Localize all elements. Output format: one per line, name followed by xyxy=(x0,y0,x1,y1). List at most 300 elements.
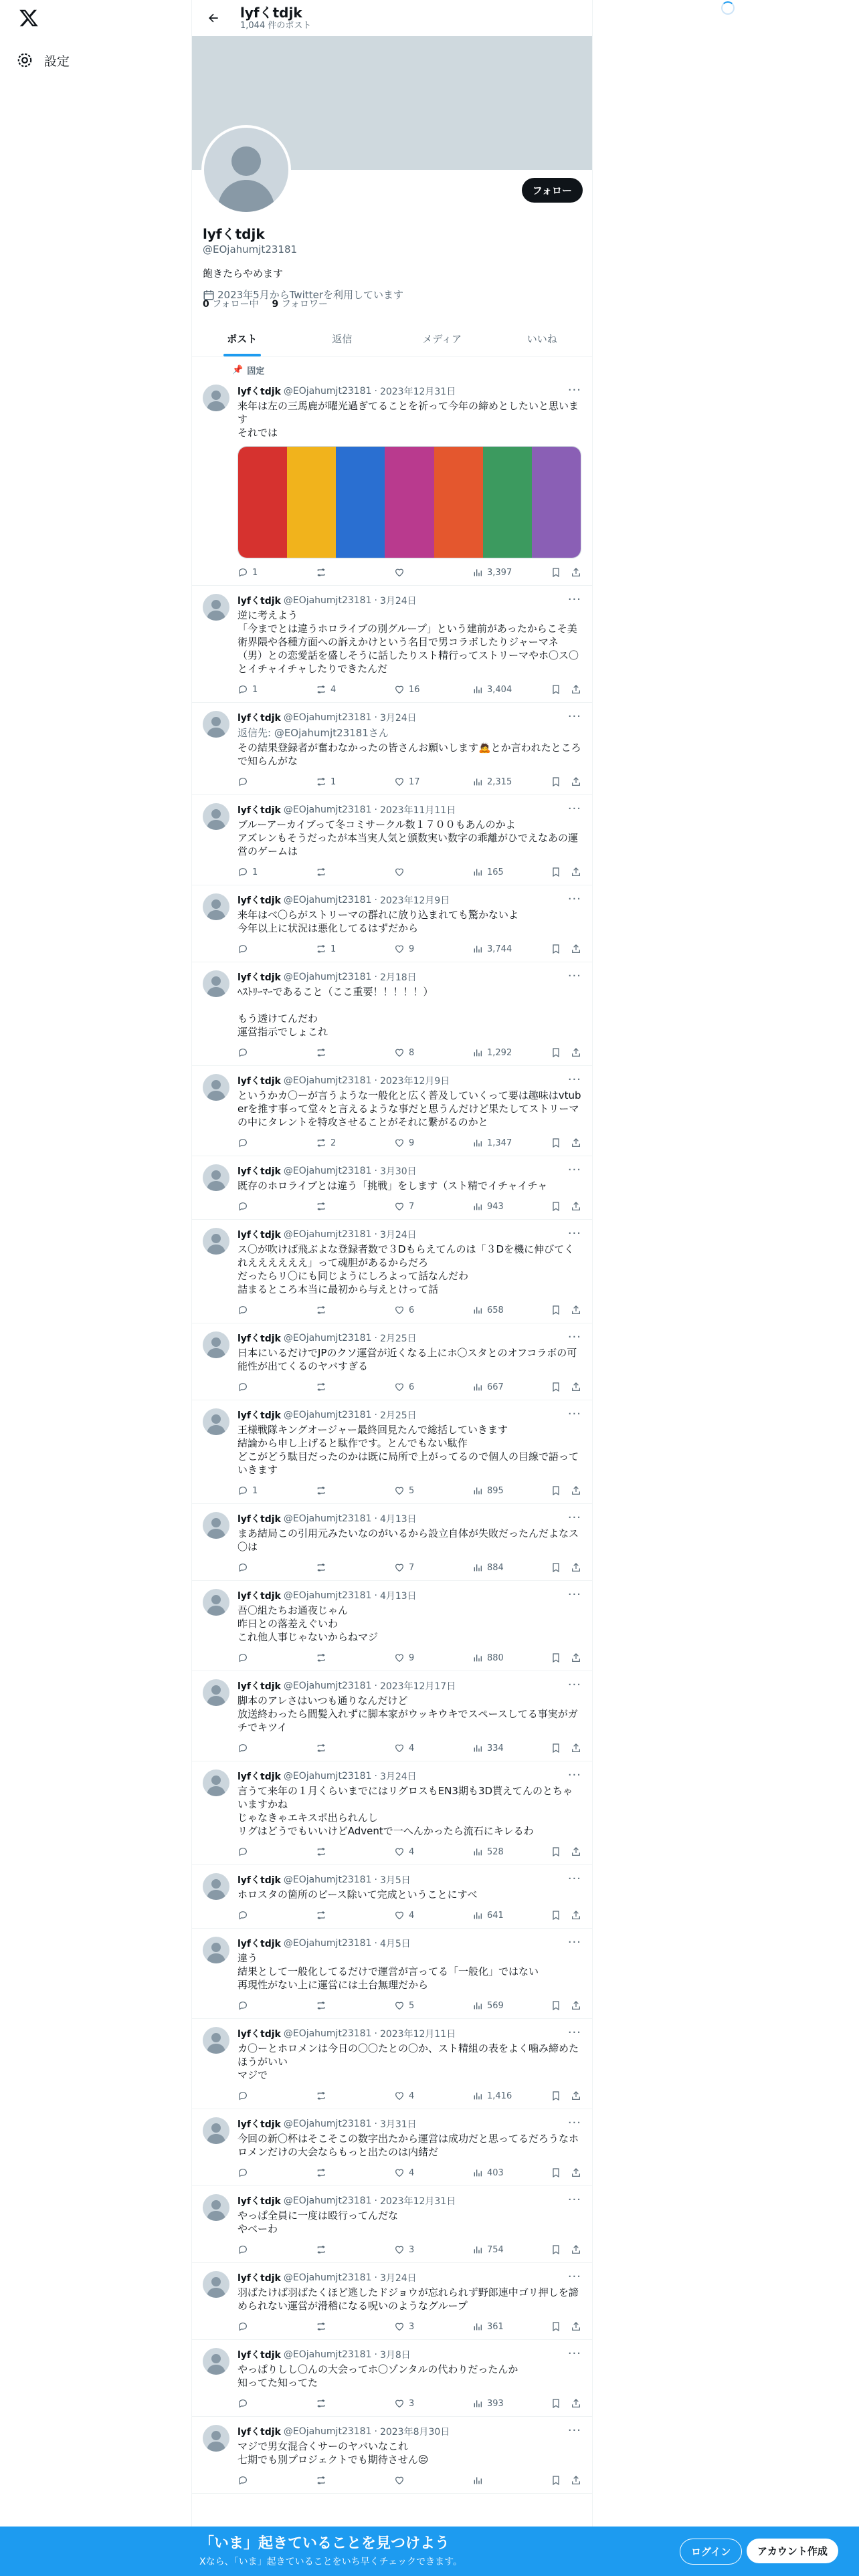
post-author-handle[interactable]: @EOjahumjt23181 xyxy=(283,2119,372,2129)
like-button[interactable] xyxy=(394,776,448,787)
bookmark-icon[interactable] xyxy=(551,2090,561,2101)
post-author-handle[interactable]: @EOjahumjt23181 xyxy=(283,2426,372,2437)
reply-button[interactable] xyxy=(237,1652,291,1663)
views-button[interactable] xyxy=(472,1562,526,1573)
bookmark-icon[interactable] xyxy=(551,2321,561,2332)
tab-media[interactable]: メディア xyxy=(422,333,462,345)
post-avatar[interactable] xyxy=(203,1074,229,1101)
bookmark-icon[interactable] xyxy=(551,1305,561,1315)
bookmark-icon[interactable] xyxy=(551,1562,561,1573)
post[interactable] xyxy=(192,1156,592,1220)
post[interactable] xyxy=(192,1066,592,1156)
views-icon xyxy=(472,1485,483,1496)
post-author-handle[interactable]: @EOjahumjt23181 xyxy=(283,1590,372,1601)
post[interactable] xyxy=(192,1761,592,1865)
share-icon[interactable] xyxy=(571,1201,581,1212)
post-date[interactable]: 3月30日 xyxy=(379,1166,417,1177)
repost-button[interactable] xyxy=(316,776,369,787)
post-author-name[interactable]: lyfくtdjk xyxy=(237,2196,281,2207)
post-author-name[interactable]: lyfくtdjk xyxy=(237,1410,281,1421)
post-author-handle[interactable]: @EOjahumjt23181 xyxy=(283,1075,372,1086)
share-icon[interactable] xyxy=(571,867,581,877)
share-icon[interactable] xyxy=(571,2244,581,2255)
bookmark-icon[interactable] xyxy=(551,1743,561,1753)
post[interactable] xyxy=(192,795,592,885)
repost-button[interactable] xyxy=(316,684,369,695)
post-author-name[interactable]: lyfくtdjk xyxy=(237,1166,281,1177)
post-author-name[interactable]: lyfくtdjk xyxy=(237,895,281,906)
post-date[interactable]: 3月24日 xyxy=(379,1772,417,1782)
post-avatar[interactable] xyxy=(203,1408,229,1435)
views-button[interactable] xyxy=(472,1201,526,1212)
more-options-icon[interactable]: ··· xyxy=(567,969,581,983)
post[interactable] xyxy=(192,2417,592,2494)
more-options-icon[interactable]: ··· xyxy=(567,1511,581,1525)
more-options-icon[interactable]: ··· xyxy=(567,1768,581,1782)
bookmark-icon[interactable] xyxy=(551,1846,561,1857)
views-button[interactable] xyxy=(472,2244,526,2255)
repost-button[interactable] xyxy=(316,2321,369,2332)
post[interactable] xyxy=(192,1400,592,1504)
post[interactable] xyxy=(192,1581,592,1671)
post-date[interactable]: 2月25日 xyxy=(379,1333,417,1344)
more-options-icon[interactable]: ··· xyxy=(567,802,581,816)
repost-button[interactable] xyxy=(316,1382,369,1392)
views-button[interactable] xyxy=(472,1382,526,1392)
post-avatar[interactable] xyxy=(203,803,229,830)
post[interactable] xyxy=(192,1323,592,1400)
share-icon[interactable] xyxy=(571,1562,581,1573)
share-icon[interactable] xyxy=(571,684,581,695)
reply-button[interactable] xyxy=(237,2090,291,2101)
post-avatar[interactable] xyxy=(203,1589,229,1616)
reply-button[interactable] xyxy=(237,2321,291,2332)
post-avatar[interactable] xyxy=(203,1512,229,1539)
post[interactable] xyxy=(192,1865,592,1929)
post-author-name[interactable]: lyfくtdjk xyxy=(237,387,281,397)
post-avatar[interactable] xyxy=(203,1679,229,1706)
post-avatar[interactable] xyxy=(203,2027,229,2054)
views-button[interactable] xyxy=(472,1846,526,1857)
repost-button[interactable] xyxy=(316,2244,369,2255)
repost-button[interactable] xyxy=(316,1562,369,1573)
post-author-handle[interactable]: @EOjahumjt23181 xyxy=(283,2349,372,2360)
follow-button[interactable]: フォロー xyxy=(522,178,583,203)
post-author-name[interactable]: lyfくtdjk xyxy=(237,1875,281,1886)
post-avatar[interactable] xyxy=(203,385,229,411)
post-actions xyxy=(237,1303,581,1317)
post[interactable] xyxy=(192,703,592,795)
share-icon[interactable] xyxy=(571,1910,581,1921)
post-avatar[interactable] xyxy=(203,2348,229,2375)
views-button[interactable] xyxy=(472,2475,526,2486)
post-date[interactable]: 4月5日 xyxy=(379,1939,411,1949)
more-options-icon[interactable]: ··· xyxy=(567,2347,581,2361)
post-avatar[interactable] xyxy=(203,2194,229,2221)
views-button[interactable] xyxy=(472,867,526,877)
repost-icon xyxy=(316,2321,326,2332)
post-avatar[interactable] xyxy=(203,893,229,920)
reply-button[interactable] xyxy=(237,684,291,695)
more-options-icon[interactable]: ··· xyxy=(567,1226,581,1241)
tab-posts[interactable]: ポスト xyxy=(192,321,292,356)
like-button[interactable] xyxy=(394,2167,448,2178)
repost-button[interactable] xyxy=(316,2167,369,2178)
post-author-handle[interactable]: @EOjahumjt23181 xyxy=(283,1681,372,1691)
views-button[interactable] xyxy=(472,1652,526,1663)
post-author-name[interactable]: lyfくtdjk xyxy=(237,1772,281,1782)
post-avatar[interactable] xyxy=(203,1164,229,1191)
more-options-icon[interactable]: ··· xyxy=(567,2270,581,2284)
post-author-name[interactable]: lyfくtdjk xyxy=(237,2350,281,2361)
like-button[interactable] xyxy=(394,2475,448,2486)
reply-button[interactable] xyxy=(237,567,291,578)
post-avatar[interactable] xyxy=(203,594,229,621)
bookmark-icon[interactable] xyxy=(551,1382,561,1392)
post-author-handle[interactable]: @EOjahumjt23181 xyxy=(283,1938,372,1949)
post-author-handle[interactable]: @EOjahumjt23181 xyxy=(283,1333,372,1344)
repost-button[interactable] xyxy=(316,1652,369,1663)
bookmark-icon[interactable] xyxy=(551,944,561,954)
bookmark-icon[interactable] xyxy=(551,2000,561,2011)
repost-icon xyxy=(316,1485,326,1496)
more-options-icon[interactable]: ··· xyxy=(567,1330,581,1344)
post-author-handle[interactable]: @EOjahumjt23181 xyxy=(283,1771,372,1782)
bookmark-icon[interactable] xyxy=(551,1138,561,1148)
post-author-handle[interactable]: @EOjahumjt23181 xyxy=(283,712,372,723)
reply-button[interactable] xyxy=(237,2398,291,2409)
post-author-name[interactable]: lyfくtdjk xyxy=(237,2273,281,2284)
repost-button[interactable] xyxy=(316,1201,369,1212)
views-button[interactable] xyxy=(472,2167,526,2178)
bookmark-icon[interactable] xyxy=(551,2398,561,2409)
post-author-handle[interactable]: @EOjahumjt23181 xyxy=(283,1410,372,1420)
post-avatar[interactable] xyxy=(203,2117,229,2144)
share-icon[interactable] xyxy=(571,1138,581,1148)
reply-button[interactable] xyxy=(237,1562,291,1573)
reply-button[interactable] xyxy=(237,2167,291,2178)
post-actions xyxy=(237,1136,581,1150)
reply-button[interactable] xyxy=(237,776,291,787)
post-author-name[interactable]: lyfくtdjk xyxy=(237,1230,281,1241)
share-icon[interactable] xyxy=(571,2000,581,2011)
post-author-handle[interactable]: @EOjahumjt23181 xyxy=(283,1229,372,1240)
post-author-name[interactable]: lyfくtdjk xyxy=(237,1514,281,1525)
views-button[interactable] xyxy=(472,2398,526,2409)
post-text: ブルーアーカイブって冬コミサークル数１７００もあんのかよ アズレンもそうだったが本当実人気と頒数実い数字の乖離がひでえなあの運営のゲームは xyxy=(237,819,579,857)
post-author-name[interactable]: lyfくtdjk xyxy=(237,713,281,724)
post-author-name[interactable]: lyfくtdjk xyxy=(237,2119,281,2130)
post-author-handle[interactable]: @EOjahumjt23181 xyxy=(283,2028,372,2039)
post[interactable] xyxy=(192,2019,592,2109)
post-author-handle[interactable]: @EOjahumjt23181 xyxy=(283,1166,372,1176)
more-options-icon[interactable]: ··· xyxy=(567,1073,581,1087)
views-count: 334 xyxy=(487,1743,504,1753)
views-button[interactable] xyxy=(472,1047,526,1058)
reply-button[interactable] xyxy=(237,1201,291,1212)
like-button[interactable] xyxy=(394,2321,448,2332)
tab-replies[interactable]: 返信 xyxy=(332,333,353,345)
like-button[interactable] xyxy=(394,1047,448,1058)
more-options-icon[interactable]: ··· xyxy=(567,1163,581,1177)
post-date[interactable]: 2023年12月31日 xyxy=(379,2196,456,2207)
post[interactable] xyxy=(192,2186,592,2263)
views-button[interactable] xyxy=(472,944,526,954)
post-avatar[interactable] xyxy=(203,1769,229,1796)
bookmark-icon[interactable] xyxy=(551,684,561,695)
post-date[interactable]: 4月13日 xyxy=(379,1514,417,1525)
share-icon[interactable] xyxy=(571,1485,581,1496)
more-options-icon[interactable]: ··· xyxy=(567,1678,581,1692)
bookmark-icon[interactable] xyxy=(551,2167,561,2178)
post-date[interactable]: 3月8日 xyxy=(379,2350,411,2361)
post-author-name[interactable]: lyfくtdjk xyxy=(237,1939,281,1949)
post-author-handle[interactable]: @EOjahumjt23181 xyxy=(283,595,372,606)
views-button[interactable] xyxy=(472,2321,526,2332)
like-button[interactable] xyxy=(394,1485,448,1496)
bookmark-icon[interactable] xyxy=(551,1910,561,1921)
bookmark-icon[interactable] xyxy=(551,567,561,578)
post-author-handle[interactable]: @EOjahumjt23181 xyxy=(283,895,372,905)
repost-button[interactable] xyxy=(316,1846,369,1857)
post-author-handle[interactable]: @EOjahumjt23181 xyxy=(283,2272,372,2283)
post-author-name[interactable]: lyfくtdjk xyxy=(237,2029,281,2040)
share-icon[interactable] xyxy=(571,1652,581,1663)
views-button[interactable] xyxy=(472,2090,526,2101)
login-button[interactable]: ログイン xyxy=(680,2539,742,2565)
post-author-name[interactable]: lyfくtdjk xyxy=(237,1681,281,1692)
views-button[interactable] xyxy=(472,776,526,787)
repost-button[interactable] xyxy=(316,867,369,877)
reply-button[interactable] xyxy=(237,2244,291,2255)
post-author-name[interactable]: lyfくtdjk xyxy=(237,2427,281,2438)
profile-avatar[interactable] xyxy=(201,125,291,215)
share-icon[interactable] xyxy=(571,1305,581,1315)
views-button[interactable] xyxy=(472,1305,526,1315)
post-date[interactable]: 2月18日 xyxy=(379,972,417,983)
post-avatar[interactable] xyxy=(203,970,229,997)
repost-button[interactable] xyxy=(316,2398,369,2409)
post[interactable] xyxy=(192,377,592,586)
like-button[interactable] xyxy=(394,1910,448,1921)
post-author-name[interactable]: lyfくtdjk xyxy=(237,972,281,983)
bookmark-icon[interactable] xyxy=(551,1485,561,1496)
bookmark-icon[interactable] xyxy=(551,1652,561,1663)
like-button[interactable] xyxy=(394,1846,448,1857)
post-author-handle[interactable]: @EOjahumjt23181 xyxy=(283,1874,372,1885)
like-button[interactable] xyxy=(394,1652,448,1663)
post-date[interactable]: 2月25日 xyxy=(379,1410,417,1421)
more-options-icon[interactable]: ··· xyxy=(567,1407,581,1421)
post-author-handle[interactable]: @EOjahumjt23181 xyxy=(283,386,372,397)
share-icon[interactable] xyxy=(571,776,581,787)
post-avatar[interactable] xyxy=(203,1873,229,1900)
repost-button[interactable] xyxy=(316,567,369,578)
nav-settings[interactable] xyxy=(16,47,70,74)
post-date[interactable]: 4月13日 xyxy=(379,1591,417,1602)
share-icon[interactable] xyxy=(571,2167,581,2178)
share-icon[interactable] xyxy=(571,567,581,578)
more-options-icon[interactable]: ··· xyxy=(567,2116,581,2130)
repost-button[interactable] xyxy=(316,1910,369,1921)
post[interactable] xyxy=(192,1504,592,1581)
like-button[interactable] xyxy=(394,1201,448,1212)
post-author-name[interactable]: lyfくtdjk xyxy=(237,1333,281,1344)
post[interactable] xyxy=(192,1671,592,1761)
like-button[interactable] xyxy=(394,2090,448,2101)
post-date[interactable]: 3月31日 xyxy=(379,2119,417,2130)
more-options-icon[interactable]: ··· xyxy=(567,383,581,397)
post-avatar[interactable] xyxy=(203,1228,229,1255)
share-icon[interactable] xyxy=(571,2475,581,2486)
like-button[interactable] xyxy=(394,944,448,954)
repost-button[interactable] xyxy=(316,1485,369,1496)
post[interactable] xyxy=(192,1220,592,1323)
post-date[interactable]: 2023年8月30日 xyxy=(379,2427,450,2438)
like-button[interactable] xyxy=(394,684,448,695)
reply-button[interactable] xyxy=(237,1910,291,1921)
share-icon[interactable] xyxy=(571,1743,581,1753)
share-icon[interactable] xyxy=(571,2321,581,2332)
post-date[interactable]: 3月24日 xyxy=(379,596,417,607)
share-icon[interactable] xyxy=(571,1382,581,1392)
share-icon[interactable] xyxy=(571,1846,581,1857)
reply-button[interactable] xyxy=(237,1382,291,1392)
more-options-icon[interactable]: ··· xyxy=(567,710,581,724)
reply-button[interactable] xyxy=(237,2475,291,2486)
more-options-icon[interactable]: ··· xyxy=(567,2026,581,2040)
post[interactable] xyxy=(192,2109,592,2186)
like-button[interactable] xyxy=(394,2244,448,2255)
repost-button[interactable] xyxy=(316,2475,369,2486)
like-button[interactable] xyxy=(394,1382,448,1392)
post-avatar[interactable] xyxy=(203,2425,229,2452)
post-author-name[interactable]: lyfくtdjk xyxy=(237,596,281,607)
reply-button[interactable] xyxy=(237,1047,291,1058)
views-button[interactable] xyxy=(472,1485,526,1496)
bookmark-icon[interactable] xyxy=(551,2244,561,2255)
post[interactable] xyxy=(192,586,592,703)
x-logo-icon[interactable] xyxy=(19,8,39,28)
like-button[interactable] xyxy=(394,2398,448,2409)
more-options-icon[interactable]: ··· xyxy=(567,1935,581,1949)
signup-button[interactable]: アカウント作成 xyxy=(747,2539,838,2563)
post-date[interactable]: 2023年12月9日 xyxy=(379,1076,450,1087)
repost-button[interactable] xyxy=(316,944,369,954)
post[interactable] xyxy=(192,885,592,962)
more-options-icon[interactable]: ··· xyxy=(567,2424,581,2438)
heart-icon xyxy=(394,1382,405,1392)
bookmark-icon[interactable] xyxy=(551,867,561,877)
post-author-name[interactable]: lyfくtdjk xyxy=(237,1591,281,1602)
post[interactable] xyxy=(192,1929,592,2019)
post-date[interactable]: 3月24日 xyxy=(379,713,417,724)
repost-icon xyxy=(316,1910,326,1921)
more-options-icon[interactable]: ··· xyxy=(567,593,581,607)
reply-icon xyxy=(237,1910,248,1921)
reply-button[interactable] xyxy=(237,2000,291,2011)
bookmark-icon[interactable] xyxy=(551,776,561,787)
like-button[interactable] xyxy=(394,1138,448,1148)
repost-button[interactable] xyxy=(316,1743,369,1753)
post-avatar[interactable] xyxy=(203,2271,229,2298)
heart-icon xyxy=(394,1201,405,1212)
bookmark-icon[interactable] xyxy=(551,1201,561,1212)
post-media[interactable] xyxy=(237,446,581,558)
more-options-icon[interactable]: ··· xyxy=(567,2193,581,2207)
reply-button[interactable] xyxy=(237,1846,291,1857)
post-author-handle[interactable]: @EOjahumjt23181 xyxy=(283,804,372,815)
reply-button[interactable] xyxy=(237,1138,291,1148)
post-date[interactable]: 2023年11月11日 xyxy=(379,805,456,816)
post-date[interactable]: 3月24日 xyxy=(379,1230,417,1241)
repost-button[interactable] xyxy=(316,1305,369,1315)
views-button[interactable] xyxy=(472,2000,526,2011)
post-separator: · xyxy=(374,2119,377,2129)
back-button[interactable] xyxy=(201,6,225,30)
share-icon[interactable] xyxy=(571,944,581,954)
views-button[interactable] xyxy=(472,1743,526,1753)
post-date[interactable]: 2023年12月9日 xyxy=(379,895,450,906)
like-button[interactable] xyxy=(394,1743,448,1753)
bookmark-icon[interactable] xyxy=(551,2475,561,2486)
bookmark-icon[interactable] xyxy=(551,1047,561,1058)
tab-likes[interactable]: いいね xyxy=(527,333,557,345)
post-date[interactable]: 2023年12月17日 xyxy=(379,1681,456,1692)
post[interactable] xyxy=(192,2263,592,2340)
post[interactable] xyxy=(192,962,592,1066)
post-author-name[interactable]: lyfくtdjk xyxy=(237,1076,281,1087)
post-avatar[interactable] xyxy=(203,1331,229,1358)
post-author-name[interactable]: lyfくtdjk xyxy=(237,805,281,816)
post-date[interactable]: 3月24日 xyxy=(379,2273,417,2284)
like-button[interactable] xyxy=(394,1305,448,1315)
repost-button[interactable] xyxy=(316,1138,369,1148)
repost-button[interactable] xyxy=(316,2090,369,2101)
post-author-handle[interactable]: @EOjahumjt23181 xyxy=(283,2195,372,2206)
repost-button[interactable] xyxy=(316,2000,369,2011)
like-button[interactable] xyxy=(394,2000,448,2011)
share-icon[interactable] xyxy=(571,1047,581,1058)
like-button[interactable] xyxy=(394,1562,448,1573)
repost-button[interactable] xyxy=(316,1047,369,1058)
post-avatar[interactable] xyxy=(203,711,229,738)
more-options-icon[interactable]: ··· xyxy=(567,1872,581,1886)
reply-button[interactable] xyxy=(237,1743,291,1753)
post-date[interactable]: 2023年12月31日 xyxy=(379,387,456,397)
reply-button[interactable] xyxy=(237,867,291,877)
views-button[interactable] xyxy=(472,1138,526,1148)
post[interactable] xyxy=(192,2340,592,2417)
post-date[interactable]: 3月5日 xyxy=(379,1875,411,1886)
post-author-handle[interactable]: @EOjahumjt23181 xyxy=(283,972,372,982)
post-avatar[interactable] xyxy=(203,1937,229,1963)
reply-button[interactable] xyxy=(237,1485,291,1496)
more-options-icon[interactable]: ··· xyxy=(567,1588,581,1602)
reply-button[interactable] xyxy=(237,1305,291,1315)
post-date[interactable]: 2023年12月11日 xyxy=(379,2029,456,2040)
views-button[interactable] xyxy=(472,1910,526,1921)
views-button[interactable] xyxy=(472,684,526,695)
like-button[interactable] xyxy=(394,867,448,877)
like-button[interactable] xyxy=(394,567,448,578)
views-button[interactable] xyxy=(472,567,526,578)
reply-button[interactable] xyxy=(237,944,291,954)
more-options-icon[interactable]: ··· xyxy=(567,892,581,906)
share-icon[interactable] xyxy=(571,2090,581,2101)
share-icon[interactable] xyxy=(571,2398,581,2409)
post-author-handle[interactable]: @EOjahumjt23181 xyxy=(283,1513,372,1524)
